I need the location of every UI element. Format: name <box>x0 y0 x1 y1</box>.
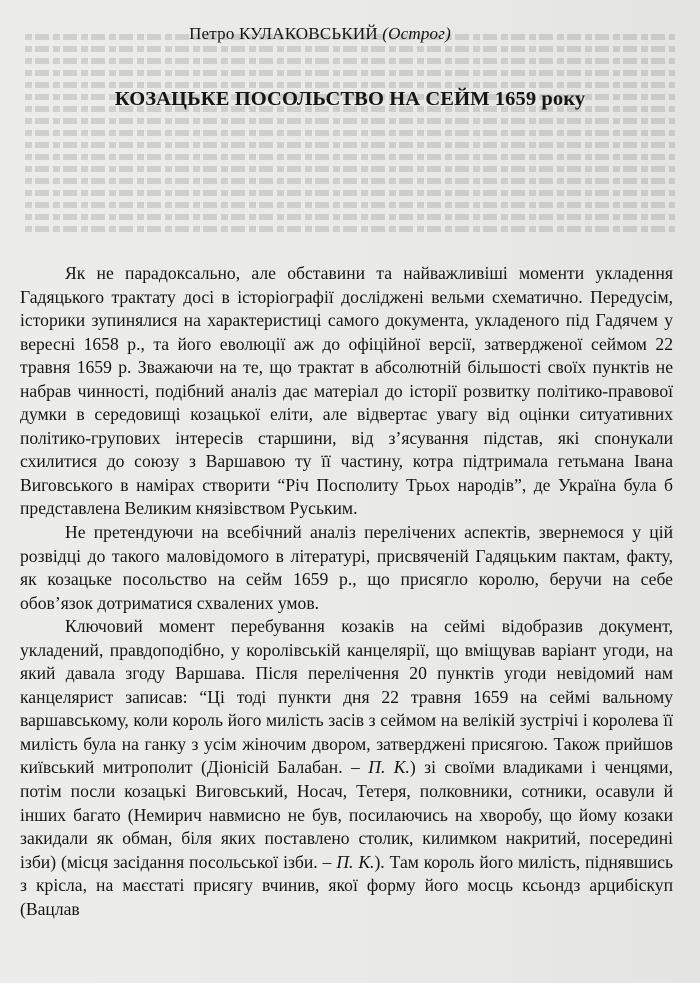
article-title: КОЗАЦЬКЕ ПОСОЛЬСТВО НА СЕЙМ 1659 року <box>114 88 586 110</box>
bleed-through-background <box>25 28 675 253</box>
paragraph <box>20 262 673 521</box>
italic-initials: П. К. <box>336 851 375 872</box>
paragraph-text: ). Там король його милість, піднявшись з крісла, на маєстаті присягу вчинив, якої форму його мосць ксьондз арцибіскуп (Вацлав <box>20 851 673 919</box>
paragraph-text: Як не парадоксально, але обставини та найважливіші моменти укладення Гадяцького трактату досі в історіографії досліджені вельми схематично. Передусім, історики зупинялися на характеристиці самого документа, укладеного під Гадячем у вересні 1658 р., та його еволюції аж до офіційної версії, затвердженої сеймом 22 травня 1659 р. Зважаючи на те, що трактат в абсолютній більшості своїх пунктів не набрав чинності, подібний аналіз дає матеріал до історії розвитку політико-правової думки в середовищі козацької еліти, але відвертає увагу від оцінки ситуативних політико-групових інтересів старшини, від з’ясування підстав, які спонукали схилитися до союзу з Варшавою ту її частину, котра підтримала гетьмана Івана Виговського в намірах створити “Річ Посполиту Трьох народів”, де Україна була б представлена Великим князівством Руським. <box>20 263 673 519</box>
running-header <box>0 24 640 44</box>
author-affiliation: (Острог) <box>382 24 451 43</box>
italic-initials: П. К. <box>368 757 410 778</box>
paragraph-text: ) зі своїми владиками і ченцями, потім посли козацькі Виговський, Носач, Тетеря, полковники, сотники, осавули й інших багато (Немирич навмисно не був, посилаючись на хворобу, що йому козаки закидали як обман, біля яких поставлено столик, килимком накритий, посередині ізби) (місця засідання посольської ізби. – <box>20 757 673 872</box>
article-body <box>20 262 673 921</box>
paragraph-text: Не претендуючи на всебічний аналіз перелічених аспектів, звернемося у цій розвідці до такого маловідомого в літературі, присвяченій Гадяцьким пактам, факту, як козацьке посольство на сейм 1659 р., що присягло королю, беручи на себе обов’язок дотриматися схвалених умов. <box>20 522 673 613</box>
author-name: Петро КУЛАКОВСЬКИЙ <box>189 24 378 43</box>
paragraph <box>20 615 673 921</box>
paragraph <box>20 521 673 615</box>
paragraph-text: Ключовий момент перебування козаків на сеймі відобразив документ, укладений, правдоподібно, у королівській канцелярії, що вміщував варіант угоди, на який давала згоду Варшава. Після перелічення 20 пунктів угоди невідомий нам канцелярист записав: “Ці тоді пункти дня 22 травня 1659 на сеймі вальному варшавському, коли король його милість засів з сеймом на велікій зустрічі і королева її милість була на ганку з усім жіночим двором, затверджені присягою. Також прийшов київський митрополит (Діонісій Балабан. – <box>20 616 673 778</box>
